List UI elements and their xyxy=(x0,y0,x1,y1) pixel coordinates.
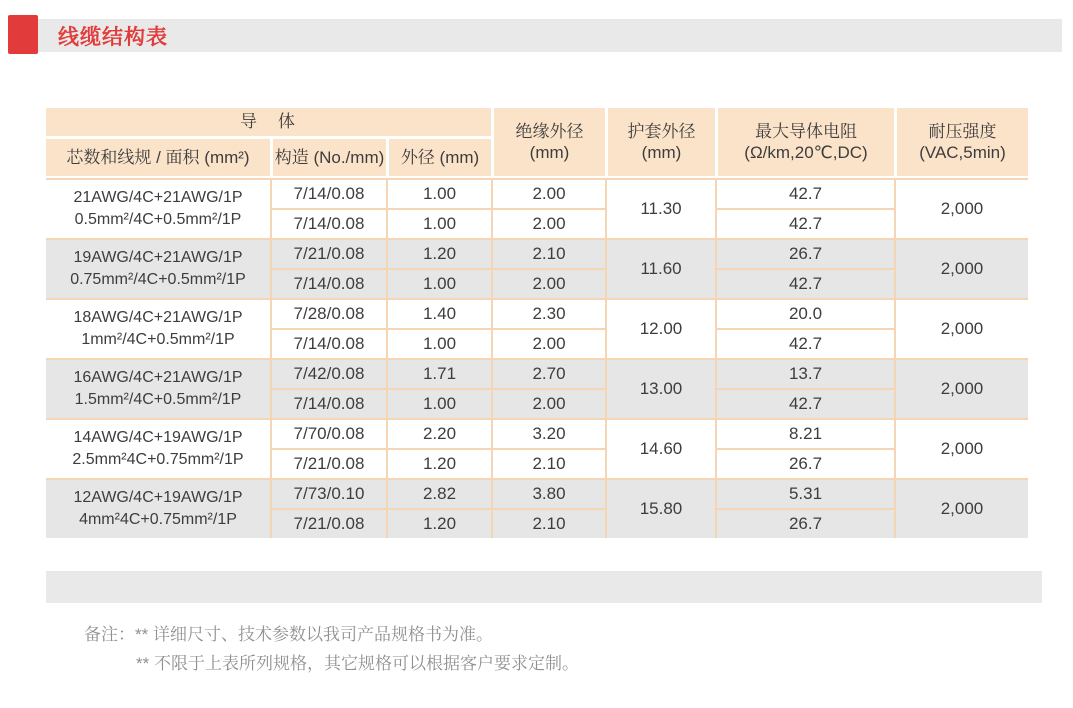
cell-insulation-od: 2.00 xyxy=(491,178,605,208)
header-insulation-od xyxy=(491,108,605,178)
cell-insulation-od: 2.00 xyxy=(491,388,605,418)
cell-core-size-line1: 19AWG/4C+21AWG/1P xyxy=(73,249,243,267)
header-construction: 构造 (No./mm) xyxy=(270,139,386,178)
cell-construction: 7/14/0.08 xyxy=(270,268,386,298)
table-row xyxy=(46,298,1028,328)
cell-withstand-voltage: 2,000 xyxy=(894,358,1028,418)
cell-withstand-voltage: 2,000 xyxy=(894,478,1028,538)
cell-core-size-line1: 14AWG/4C+19AWG/1P xyxy=(73,429,243,447)
cell-max-resistance: 8.21 xyxy=(715,418,894,448)
cell-core-size-line2: 2.5mm²4C+0.75mm²/1P xyxy=(72,451,244,468)
cell-construction: 7/21/0.08 xyxy=(270,508,386,538)
page-title: 线缆结构表 xyxy=(58,25,168,49)
notes xyxy=(84,620,1073,678)
cell-core-size-line1: 18AWG/4C+21AWG/1P xyxy=(73,309,243,327)
cell-core-size xyxy=(46,238,270,298)
cell-outer-diameter: 1.00 xyxy=(386,328,491,358)
cell-core-size xyxy=(46,178,270,238)
cable-structure-table xyxy=(46,108,1028,538)
cell-max-resistance: 42.7 xyxy=(715,328,894,358)
note-line-1 xyxy=(84,620,1073,649)
cell-insulation-od: 3.20 xyxy=(491,418,605,448)
cell-construction: 7/14/0.08 xyxy=(270,208,386,238)
cell-core-size xyxy=(46,478,270,538)
cell-outer-diameter: 1.00 xyxy=(386,388,491,418)
cell-withstand-voltage: 2,000 xyxy=(894,178,1028,238)
cell-outer-diameter: 1.00 xyxy=(386,178,491,208)
cell-outer-diameter: 1.00 xyxy=(386,208,491,238)
cell-core-size-line2: 1mm²/4C+0.5mm²/1P xyxy=(81,331,235,348)
cell-insulation-od: 2.30 xyxy=(491,298,605,328)
cell-core-size xyxy=(46,418,270,478)
header-jacket-od xyxy=(605,108,715,178)
cell-jacket-od: 13.00 xyxy=(605,358,715,418)
cell-core-size-line1: 21AWG/4C+21AWG/1P xyxy=(73,189,243,207)
cell-insulation-od: 2.10 xyxy=(491,238,605,268)
note-line-1-text: ** 详细尺寸、技术参数以我司产品规格书为准。 xyxy=(135,625,493,644)
cell-max-resistance: 42.7 xyxy=(715,178,894,208)
cell-construction: 7/28/0.08 xyxy=(270,298,386,328)
cell-withstand-voltage: 2,000 xyxy=(894,418,1028,478)
cell-outer-diameter: 1.20 xyxy=(386,448,491,478)
cell-insulation-od: 2.10 xyxy=(491,508,605,538)
header-jacket-od-line2: (mm) xyxy=(641,143,682,162)
cell-jacket-od: 15.80 xyxy=(605,478,715,538)
header-max-resistance xyxy=(715,108,894,178)
cell-core-size-line1: 16AWG/4C+21AWG/1P xyxy=(73,369,243,387)
header-withstand-voltage xyxy=(894,108,1028,178)
cell-construction: 7/21/0.08 xyxy=(270,238,386,268)
title-marker-icon xyxy=(8,15,38,54)
note-line-2 xyxy=(84,649,1073,678)
header-max-resistance-line2: (Ω/km,20℃,DC) xyxy=(744,143,868,162)
cell-insulation-od: 2.00 xyxy=(491,208,605,238)
note-prefix: 备注： xyxy=(84,625,135,644)
header-insulation-od-line1: 绝缘外径 xyxy=(515,121,584,141)
cell-core-size-line2: 4mm²4C+0.75mm²/1P xyxy=(79,511,237,528)
cell-insulation-od: 2.00 xyxy=(491,268,605,298)
cell-construction: 7/14/0.08 xyxy=(270,178,386,208)
cell-construction: 7/21/0.08 xyxy=(270,448,386,478)
cell-max-resistance: 5.31 xyxy=(715,478,894,508)
cell-insulation-od: 2.70 xyxy=(491,358,605,388)
cell-insulation-od: 2.10 xyxy=(491,448,605,478)
cell-max-resistance: 42.7 xyxy=(715,388,894,418)
header-jacket-od-line1: 护套外径 xyxy=(627,121,696,141)
cell-construction: 7/14/0.08 xyxy=(270,328,386,358)
cell-max-resistance: 42.7 xyxy=(715,208,894,238)
table-row xyxy=(46,358,1028,388)
cell-jacket-od: 11.30 xyxy=(605,178,715,238)
cell-max-resistance: 42.7 xyxy=(715,268,894,298)
cell-core-size-line1: 12AWG/4C+19AWG/1P xyxy=(73,489,243,507)
cell-core-size-line2: 0.5mm²/4C+0.5mm²/1P xyxy=(74,211,242,228)
cell-max-resistance: 26.7 xyxy=(715,448,894,478)
header-withstand-voltage-line1: 耐压强度 xyxy=(928,121,997,141)
header-conductor-group: 导 体 xyxy=(46,108,491,139)
cell-jacket-od: 12.00 xyxy=(605,298,715,358)
cell-construction: 7/42/0.08 xyxy=(270,358,386,388)
cell-construction: 7/73/0.10 xyxy=(270,478,386,508)
cell-construction: 7/14/0.08 xyxy=(270,388,386,418)
cell-core-size xyxy=(46,358,270,418)
table-body xyxy=(46,178,1028,538)
cell-core-size-line2: 0.75mm²/4C+0.5mm²/1P xyxy=(70,271,246,288)
cell-max-resistance: 26.7 xyxy=(715,238,894,268)
cell-outer-diameter: 1.71 xyxy=(386,358,491,388)
header-max-resistance-line1: 最大导体电阻 xyxy=(755,121,857,141)
note-line-2-text: ** 不限于上表所列规格，其它规格可以根据客户要求定制。 xyxy=(136,654,579,673)
header-withstand-voltage-line2: (VAC,5min) xyxy=(919,143,1006,162)
cell-outer-diameter: 2.82 xyxy=(386,478,491,508)
header-insulation-od-line2: (mm) xyxy=(529,143,570,162)
cell-max-resistance: 13.7 xyxy=(715,358,894,388)
cell-core-size-line2: 1.5mm²/4C+0.5mm²/1P xyxy=(74,391,242,408)
section-title-bar xyxy=(10,19,1062,52)
cell-core-size xyxy=(46,298,270,358)
cell-insulation-od: 3.80 xyxy=(491,478,605,508)
cell-construction: 7/70/0.08 xyxy=(270,418,386,448)
table-header xyxy=(46,108,1028,178)
header-outer-diameter: 外径 (mm) xyxy=(386,139,491,178)
cell-jacket-od: 14.60 xyxy=(605,418,715,478)
table-row xyxy=(46,178,1028,208)
cell-outer-diameter: 1.20 xyxy=(386,508,491,538)
header-core-size: 芯数和线规 / 面积 (mm²) xyxy=(46,139,270,178)
cell-withstand-voltage: 2,000 xyxy=(894,238,1028,298)
table-row xyxy=(46,478,1028,508)
cell-max-resistance: 20.0 xyxy=(715,298,894,328)
cell-outer-diameter: 2.20 xyxy=(386,418,491,448)
cell-jacket-od: 11.60 xyxy=(605,238,715,298)
cell-outer-diameter: 1.00 xyxy=(386,268,491,298)
cell-outer-diameter: 1.40 xyxy=(386,298,491,328)
cell-withstand-voltage: 2,000 xyxy=(894,298,1028,358)
cell-max-resistance: 26.7 xyxy=(715,508,894,538)
separator-bar xyxy=(46,571,1042,603)
cell-insulation-od: 2.00 xyxy=(491,328,605,358)
table-row xyxy=(46,238,1028,268)
cell-outer-diameter: 1.20 xyxy=(386,238,491,268)
table-row xyxy=(46,418,1028,448)
